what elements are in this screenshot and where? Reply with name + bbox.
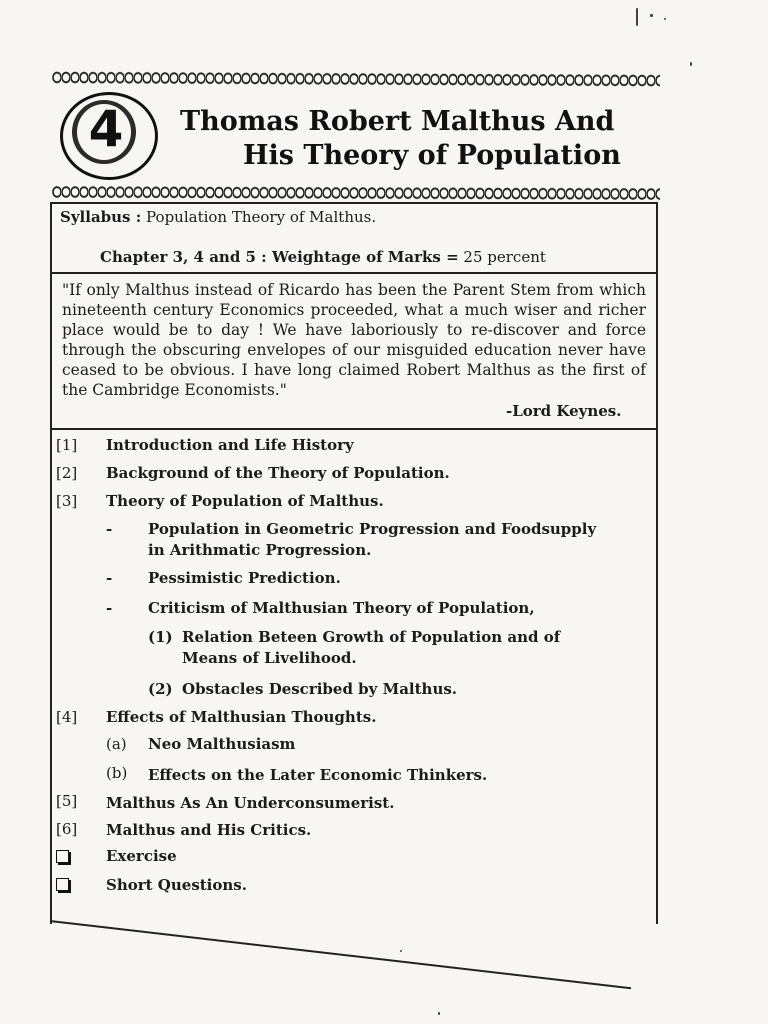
- toc-subitem: Population in Geometric Progression and Foodsupply: [148, 520, 597, 538]
- toc-item: Theory of Population of Malthus.: [106, 492, 384, 510]
- toc-letter: (a): [106, 735, 127, 753]
- toc-number: [2]: [56, 464, 78, 482]
- syllabus-label: Syllabus :: [60, 208, 142, 226]
- toc-item: Malthus and His Critics.: [106, 821, 312, 839]
- syllabus-text: Population Theory of Malthus.: [146, 208, 377, 226]
- checkbox-icon: [56, 850, 69, 863]
- decorative-chain-border-top: [52, 70, 660, 87]
- divider: [50, 428, 656, 430]
- toc-item: Malthus As An Underconsumerist.: [106, 794, 395, 812]
- toc-item: Introduction and Life History: [106, 436, 354, 454]
- chapter-title-line-1: Thomas Robert Malthus And: [180, 106, 615, 137]
- checkbox-icon: [56, 878, 69, 891]
- toc-letter: (b): [106, 764, 128, 782]
- toc-subsubitem: Relation Beteen Growth of Population and of: [182, 628, 561, 646]
- toc-number: [1]: [56, 436, 78, 454]
- scan-mark: [690, 62, 692, 66]
- keynes-quote: "If only Malthus instead of Ricardo has been the Parent Stem from which nineteenth century Economics proceeded, what a much wiser and richer place would be to day ! We have laboriously to re-discover and force through the obscuring envelopes of our misguided education never have ceased to be obvious. I have long claimed Robert Malthus as the first of the Cambridge Economists.": [62, 281, 646, 399]
- scan-mark: [650, 14, 653, 17]
- scan-mark: [664, 18, 666, 20]
- toc-number: [3]: [56, 492, 78, 510]
- toc-subitem: Neo Malthusiasm: [148, 735, 296, 753]
- decorative-chain-border-bottom: [52, 185, 660, 201]
- toc-item: Effects of Malthusian Thoughts.: [106, 708, 377, 726]
- toc-number: [5]: [56, 792, 78, 810]
- syllabus-line: [60, 208, 376, 226]
- frame-bottom-border: [50, 920, 631, 989]
- toc-subitem-continued: in Arithmatic Progression.: [148, 541, 372, 559]
- scan-mark: [400, 950, 402, 952]
- toc-bullet: -: [106, 599, 113, 617]
- scan-mark: [438, 1012, 440, 1015]
- chapter-number-badge: [60, 92, 156, 178]
- toc-subitem: Effects on the Later Economic Thinkers.: [148, 766, 488, 784]
- weightage-label: Chapter 3, 4 and 5 : Weightage of Marks =: [100, 248, 459, 266]
- weightage-line: [100, 248, 546, 266]
- scan-mark: [636, 8, 638, 26]
- toc-number: [4]: [56, 708, 78, 726]
- quote-author: -Lord Keynes.: [506, 402, 622, 420]
- toc-number: [6]: [56, 820, 78, 838]
- toc-subsubitem-continued: Means of Livelihood.: [182, 649, 357, 667]
- toc-number: (1): [148, 628, 173, 646]
- divider: [50, 272, 656, 274]
- toc-bullet: -: [106, 569, 113, 587]
- chapter-title-line-2: His Theory of Population: [243, 140, 621, 171]
- toc-item: Background of the Theory of Population.: [106, 464, 450, 482]
- toc-bullet: -: [106, 520, 113, 538]
- toc-number: (2): [148, 680, 173, 698]
- toc-item-exercise: Exercise: [106, 847, 177, 865]
- toc-item-short-questions: Short Questions.: [106, 876, 247, 894]
- toc-subsubitem: Obstacles Described by Malthus.: [182, 680, 458, 698]
- toc-subitem: Pessimistic Prediction.: [148, 569, 341, 587]
- chapter-number: 4: [88, 100, 124, 158]
- toc-subitem: Criticism of Malthusian Theory of Population,: [148, 599, 535, 617]
- weightage-value: 25 percent: [463, 248, 546, 266]
